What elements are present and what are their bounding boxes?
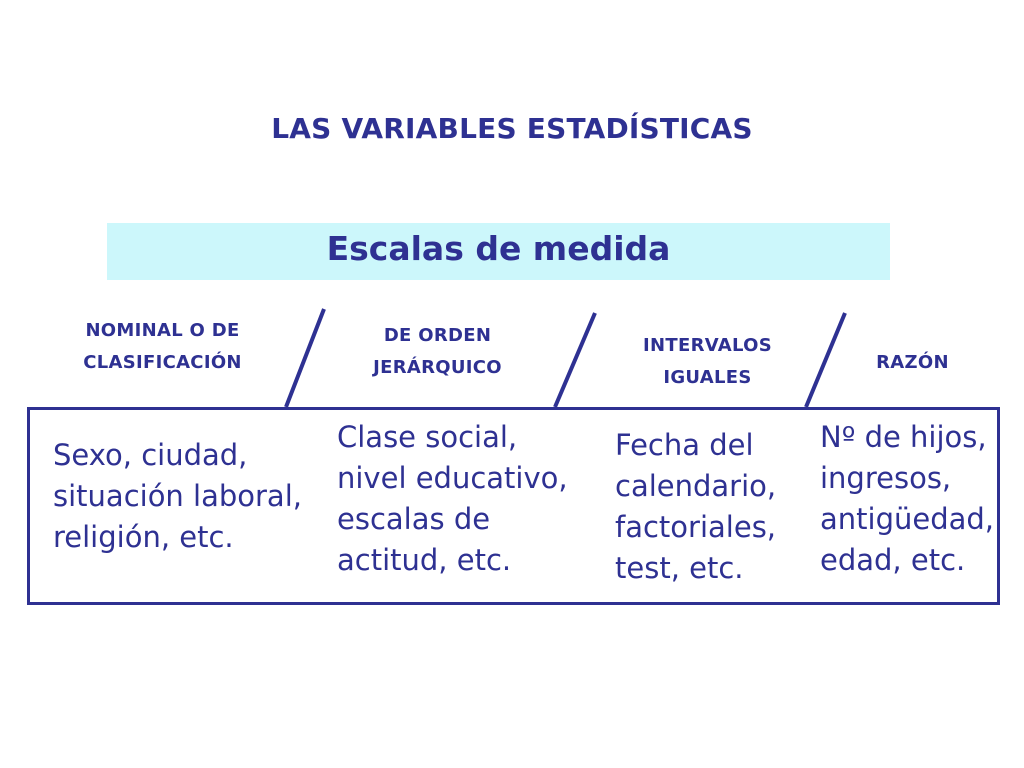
scale-label-orden: DE ORDEN JERÁRQUICO [373,325,502,378]
divider-line-1 [286,309,324,407]
examples-intervalos: Fecha del calendario, factoriales, test, etc. [615,428,777,585]
scale-label-razon: RAZÓN [876,352,949,373]
examples-nominal: Sexo, ciudad, situación laboral, religión, etc. [53,438,302,554]
scale-label-nominal: NOMINAL O DE CLASIFICACIÓN [83,320,242,373]
examples-razon: Nº de hijos, ingresos, antigüedad, edad, etc. [820,420,995,577]
slide-title: LAS VARIABLES ESTADÍSTICAS [271,112,753,145]
examples-orden: Clase social, nivel educativo, escalas de actitud, etc. [337,420,568,577]
divider-line-2 [555,313,595,407]
subtitle: Escalas de medida [326,229,671,268]
scale-label-intervalos: INTERVALOS IGUALES [643,335,772,388]
divider-line-3 [806,313,845,407]
